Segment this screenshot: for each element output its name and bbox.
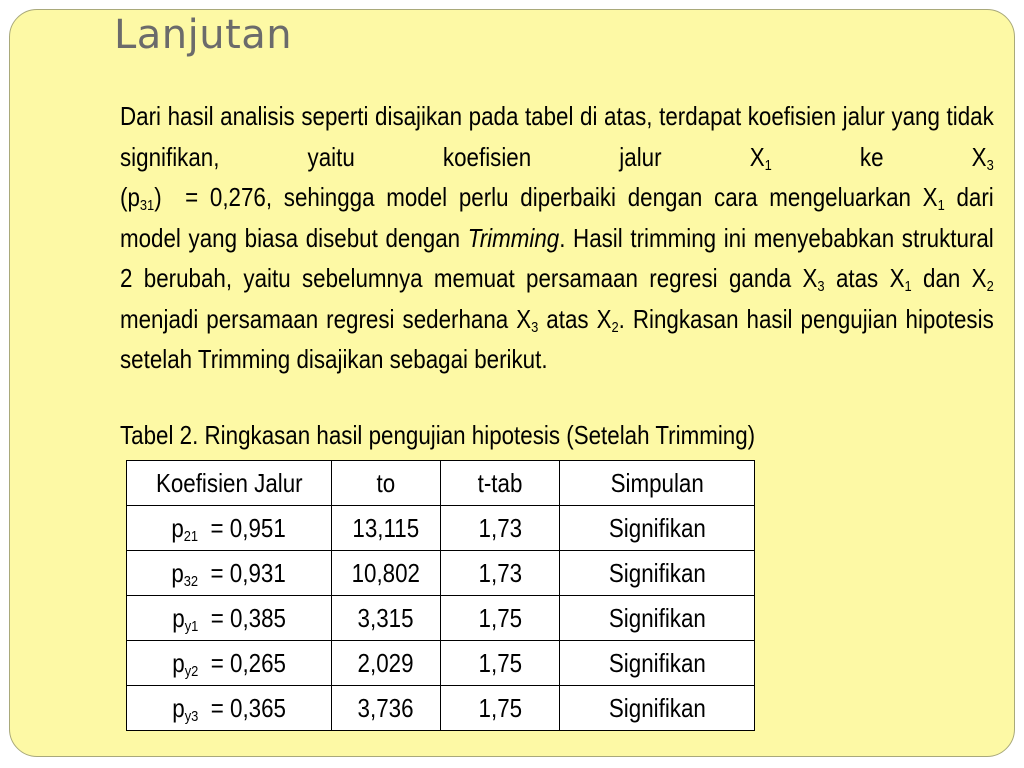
coefficient-cell: $p_{32} = 0,931$ [127,551,332,596]
simpulan-cell: Signifikan [560,641,755,686]
paragraph-text: dari model yang biasa disebut dengan [120,182,994,253]
paragraph-text: . Ringkasan hasil pengujian hipotesis setelah Trimming disajikan sebagai berikut. [120,303,994,374]
simpulan-cell: Signifikan [560,596,755,641]
coefficient-cell: $p_{y3} = 0,365$ [127,686,332,731]
paragraph-text: atas X [824,263,905,293]
slide-title: Lanjutan [114,12,293,58]
simpulan-cell: Signifikan [560,686,755,731]
paragraph-text: Dari hasil analisis seperti disajikan pada tabel di atas, terdapat koefisien jalur yang tidak signifikan, yaitu koefisien jalur X [120,101,994,172]
table-row [127,686,755,731]
coefficient-cell: $p_{21} = 0,951$ [127,506,332,551]
header-to: to [332,461,441,506]
hypothesis-results-table [126,460,755,731]
body-paragraph [120,96,994,380]
subscript: 1 [904,278,912,295]
table-row [127,641,755,686]
coefficient-cell: $p_{y2} = 0,265$ [127,641,332,686]
t-tab-cell: 1,75 [441,596,560,641]
subscript: 2 [611,318,619,336]
paragraph-text: atas X [538,303,612,334]
paragraph-text: dan X [911,263,987,293]
paragraph-text: menjadi persamaan regresi sederhana X [120,303,532,334]
italic-term: Trimming [467,222,560,253]
to-cell: 13,115 [332,506,441,551]
paragraph-text: ) = 0,276, sehingga model perlu diperbaiki dengan cara mengeluarkan X [154,182,938,212]
subscript: 1 [764,156,772,174]
header-t-tab: t-tab [441,461,560,506]
subscript: 3 [986,156,994,174]
subscript: 3 [531,318,539,336]
t-tab-cell: 1,75 [441,686,560,731]
to-cell: 2,029 [332,641,441,686]
subscript: 31 [139,197,155,214]
t-tab-cell: 1,73 [441,551,560,596]
paragraph-text: ke X [771,141,987,172]
table-row [127,596,755,641]
header-koefisien-jalur: Koefisien Jalur [127,461,332,506]
table-row [127,506,755,551]
simpulan-cell: Signifikan [560,506,755,551]
subscript: 1 [937,197,945,214]
to-cell: 3,315 [332,596,441,641]
simpulan-cell: Signifikan [560,551,755,596]
to-cell: 3,736 [332,686,441,731]
coefficient-cell: $p_{y1} = 0,385$ [127,596,332,641]
subscript: 3 [817,278,825,295]
table-row [127,551,755,596]
t-tab-cell: 1,73 [441,506,560,551]
paragraph-text: (p [120,182,140,212]
paragraph-text: . Hasil trimming ini menyebabkan struktural 2 berubah, yaitu sebelumnya memuat persamaan regresi ganda X [120,222,994,293]
t-tab-cell: 1,75 [441,641,560,686]
to-cell: 10,802 [332,551,441,596]
table-header-row [127,461,755,506]
subscript: 2 [986,278,994,295]
header-simpulan: Simpulan [560,461,755,506]
table-caption: Tabel 2. Ringkasan hasil pengujian hipotesis (Setelah Trimming) [120,420,756,450]
